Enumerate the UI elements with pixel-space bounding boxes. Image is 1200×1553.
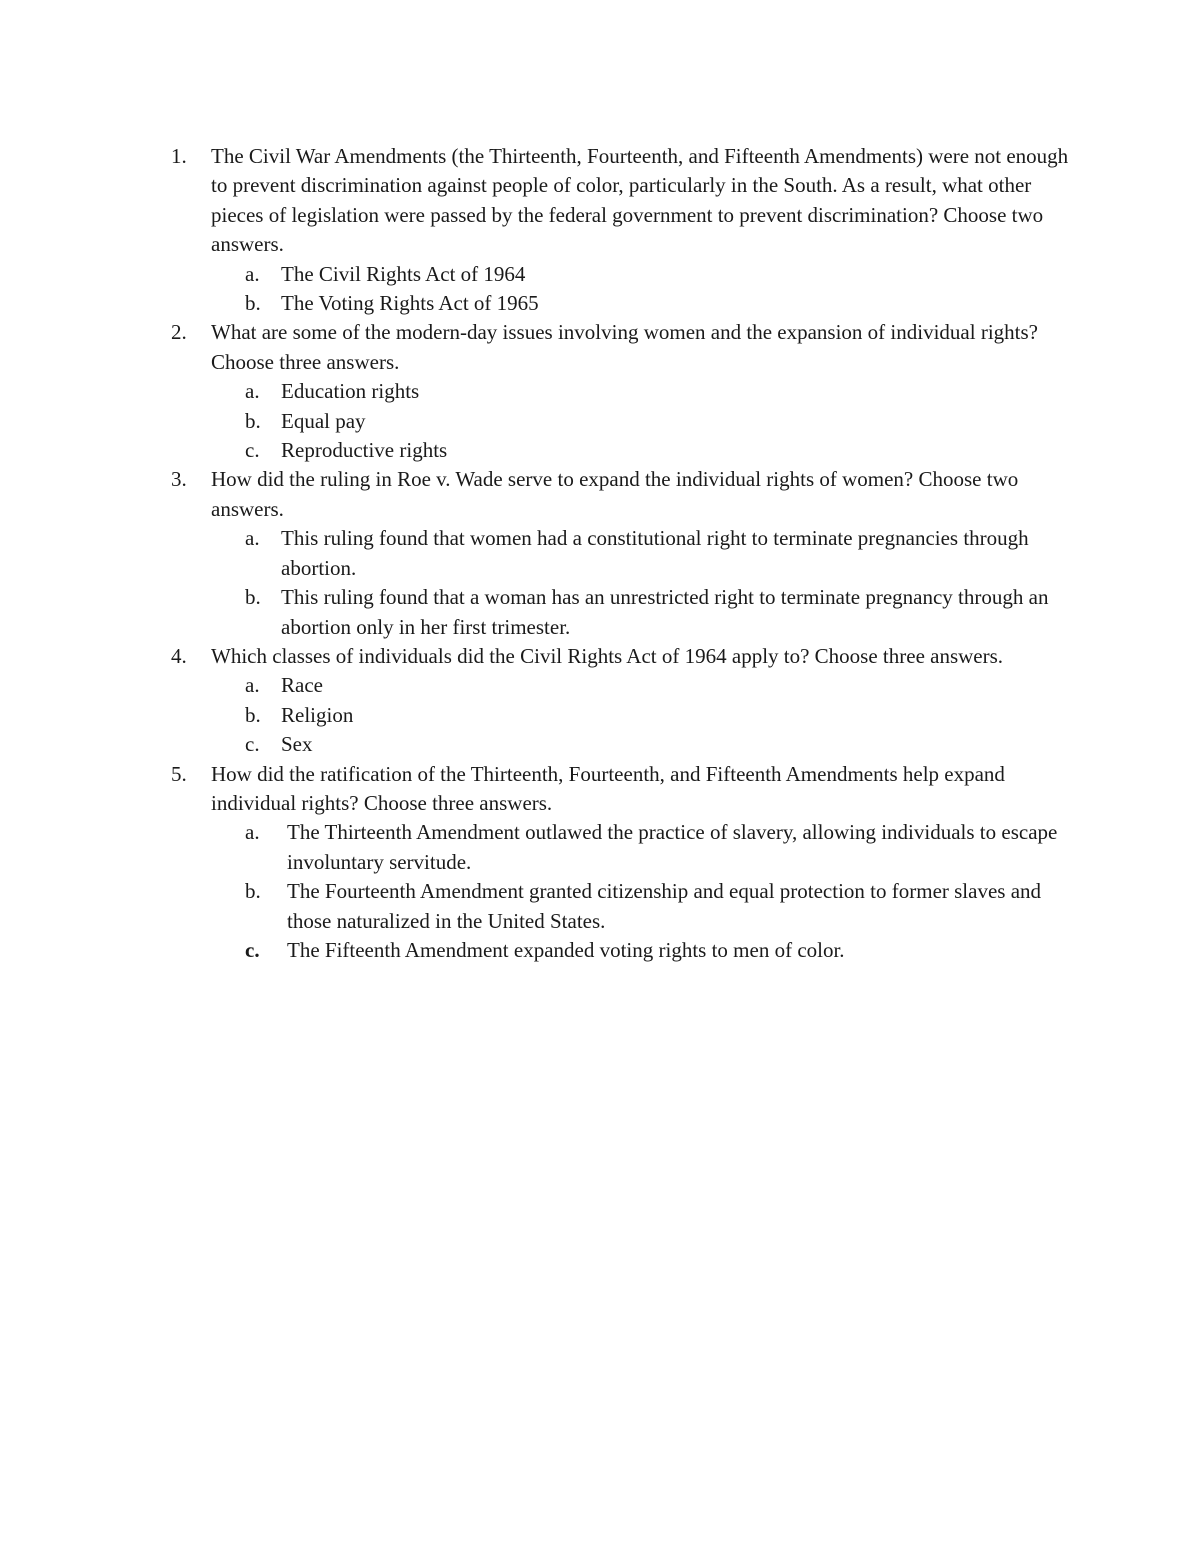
answer-list-5: [171, 818, 1071, 965]
answer-item: [171, 818, 1071, 877]
answer-text: The Fourteenth Amendment granted citizenship and equal protection to former slaves and those naturalized in the United States.: [287, 879, 1042, 933]
answer-letter: a.: [245, 526, 260, 551]
answer-letter: b.: [245, 702, 261, 727]
answer-item: [171, 671, 1071, 700]
answer-item: [171, 260, 1071, 289]
answer-item: [171, 436, 1071, 465]
question-text: How did the ruling in Roe v. Wade serve to expand the individual rights of women? Choose two answers.: [211, 467, 1019, 521]
answer-item: [171, 289, 1071, 318]
question-text: Which classes of individuals did the Civil Rights Act of 1964 apply to? Choose three answers.: [211, 643, 1004, 668]
answer-item: [171, 730, 1071, 759]
answer-letter: b.: [245, 879, 261, 904]
answer-item: [171, 936, 1071, 965]
answer-list-4: [171, 671, 1071, 759]
answer-text: The Thirteenth Amendment outlawed the practice of slavery, allowing individuals to escape involuntary servitude.: [287, 820, 1058, 874]
answer-text: Race: [281, 673, 323, 698]
answer-letter: a.: [245, 820, 260, 845]
answer-text: The Fifteenth Amendment expanded voting rights to men of color.: [287, 937, 845, 962]
answer-text: Equal pay: [281, 408, 366, 433]
answer-letter: a.: [245, 379, 260, 404]
answer-text: The Voting Rights Act of 1965: [281, 291, 539, 316]
answer-letter: c.: [245, 937, 260, 962]
answer-text: Education rights: [281, 379, 420, 404]
answer-letter: b.: [245, 408, 261, 433]
answer-letter: c.: [245, 732, 260, 757]
answer-item: [171, 407, 1071, 436]
question-3: [171, 465, 1071, 524]
question-1: [171, 142, 1071, 260]
answer-letter: b.: [245, 291, 261, 316]
answer-item: [171, 377, 1071, 406]
question-4: [171, 642, 1071, 671]
question-2: [171, 318, 1071, 377]
answer-item: [171, 877, 1071, 936]
question-number: 1.: [171, 144, 187, 168]
question-text: The Civil War Amendments (the Thirteenth, Fourteenth, and Fifteenth Amendments) were not enough to prevent discrimination against people of color, particularly in the South. As a result, what other pieces of legislation were passed by the federal government to prevent discrimination? Choose two answers.: [211, 144, 1069, 257]
answer-text: Sex: [281, 732, 313, 757]
answer-item: [171, 701, 1071, 730]
answer-text: Reproductive rights: [281, 438, 448, 463]
answer-item: [171, 583, 1071, 642]
answer-letter: a.: [245, 673, 260, 698]
question-number: 5.: [171, 761, 187, 786]
answer-item: [171, 524, 1071, 583]
question-list: [171, 142, 1071, 965]
answer-list-2: [171, 377, 1071, 465]
question-text: What are some of the modern-day issues involving women and the expansion of individual rights? Choose three answers.: [211, 320, 1038, 374]
answer-text: This ruling found that a woman has an unrestricted right to terminate pregnancy through an abortion only in her first trimester.: [281, 585, 1049, 639]
question-text: How did the ratification of the Thirteenth, Fourteenth, and Fifteenth Amendments help expand individual rights? Choose three answers.: [211, 761, 1005, 815]
question-number: 3.: [171, 467, 187, 492]
answer-text: Religion: [281, 702, 354, 727]
answer-letter: b.: [245, 585, 261, 610]
answer-list-1: [171, 260, 1071, 319]
answer-text: This ruling found that women had a constitutional right to terminate pregnancies through abortion.: [281, 526, 1029, 580]
question-number: 4.: [171, 643, 187, 668]
answer-letter: a.: [245, 261, 260, 286]
question-5: [171, 760, 1071, 819]
answer-text: The Civil Rights Act of 1964: [281, 261, 526, 286]
question-number: 2.: [171, 320, 187, 345]
answer-letter: c.: [245, 438, 260, 463]
answer-list-3: [171, 524, 1071, 642]
